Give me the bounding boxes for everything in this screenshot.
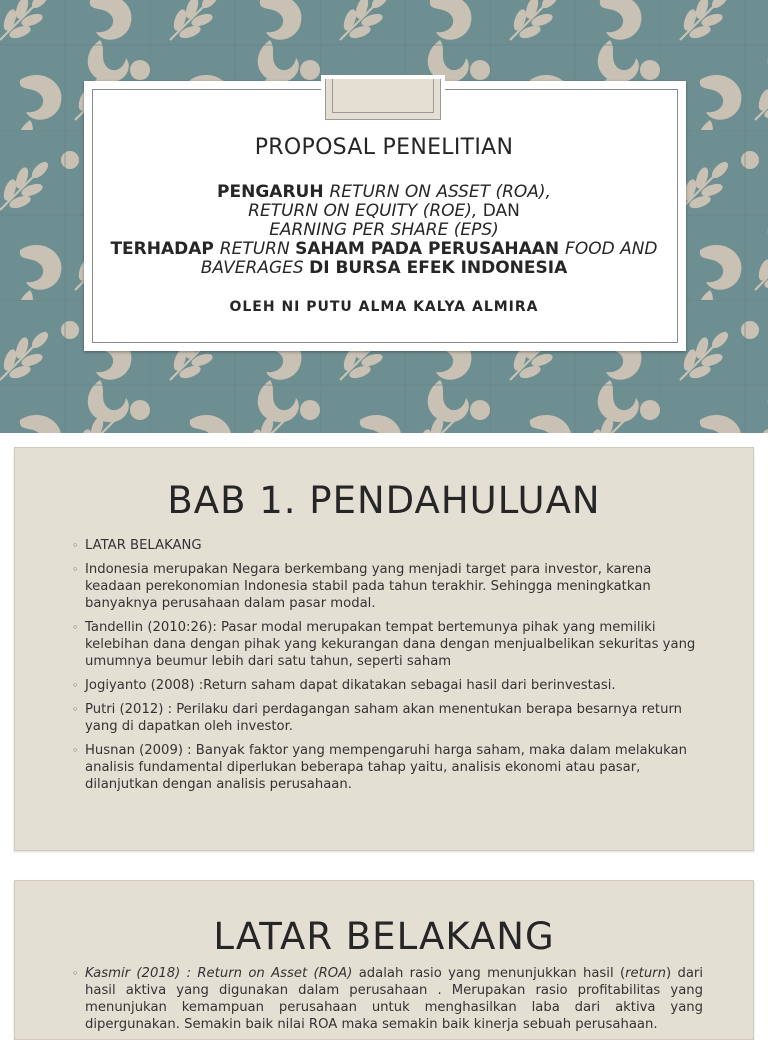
bullet-icon: ◦	[72, 744, 79, 757]
subtitle-line-5-rest: DI BURSA EFEK INDONESIA	[309, 258, 568, 278]
subtitle-line-2	[0, 202, 768, 221]
bullet-icon: ◦	[72, 703, 79, 716]
list-item	[73, 742, 703, 793]
list-item-text: LATAR BELAKANG	[85, 538, 202, 553]
bullet-list	[73, 537, 703, 800]
subtitle-line-1	[0, 183, 768, 202]
subtitle-line-2-rest: DAN	[482, 201, 520, 221]
subtitle-line-5-italic: BAVERAGES	[200, 258, 310, 278]
subtitle-line-1-italic: RETURN ON ASSET (ROA),	[329, 182, 551, 202]
subtitle-line-1-bold: PENGARUH	[217, 182, 330, 202]
title-heading: PROPOSAL PENELITIAN	[254, 135, 514, 160]
list-item-text-b: ) dari hasil aktiva yang digunakan dalam perusahaan . Merupakan rasio profitabilitas yang menunjukan kemampuan perusahaan untuk menghasilkan laba dari aktiva yang dipergunakan. Semakin baik nilai ROA maka semakin baik kinerja sebuah perusahaan.	[85, 966, 703, 1032]
subtitle-line-4	[0, 240, 768, 259]
list-item-text: Putri (2012) : Perilaku dari perdagangan saham akan menentukan berapa besarnya return yang di dapatkan oleh investor.	[85, 702, 682, 734]
list-item-text: Jogiyanto (2008) :Return saham dapat dikatakan sebagai hasil dari berinvestasi.	[85, 678, 616, 693]
title-slide	[0, 0, 768, 433]
subtitle-line-4-italic: RETURN	[219, 239, 296, 259]
slide-latar-belakang	[14, 880, 754, 1040]
list-item	[73, 537, 703, 554]
subtitle-line-4-rest: SAHAM PADA PERUSAHAAN	[295, 239, 566, 259]
list-item-citation: Kasmir (2018) : Return on Asset (ROA)	[85, 966, 353, 981]
title-card-tab	[325, 79, 441, 120]
title-subtitle	[0, 183, 768, 278]
list-item-italic-term: return	[625, 966, 666, 981]
bullet-icon: ◦	[72, 679, 79, 692]
subtitle-line-4-italic2: FOOD AND	[565, 239, 658, 259]
bullet-icon: ◦	[72, 967, 79, 980]
list-item-text: Indonesia merupakan Negara berkembang yang menjadi target para investor, karena keadaan perekonomian Indonesia stabil pada tahun terakhir. Sehingga meningkatkan banyaknya perusahaan dalam pasar modal.	[85, 562, 652, 611]
list-item	[73, 965, 703, 1033]
slide-pendahuluan	[14, 447, 754, 851]
list-item-text: Husnan (2009) : Banyak faktor yang mempengaruhi harga saham, maka dalam melakukan analisis fundamental diperlukan beberapa tahap yaitu, analisis ekonomi atau pasar, dilanjutkan dengan analisis perusahaan.	[85, 743, 688, 792]
bullet-icon: ◦	[72, 563, 79, 576]
title-author: OLEH NI PUTU ALMA KALYA ALMIRA	[229, 299, 539, 315]
list-item	[73, 701, 703, 735]
subtitle-line-3-italic: EARNING PER SHARE (EPS)	[269, 220, 499, 240]
bullet-icon: ◦	[72, 539, 79, 552]
list-item	[73, 619, 703, 670]
list-item-text-a: adalah rasio yang menunjukkan hasil (	[352, 966, 626, 981]
slide-title: BAB 1. PENDAHULUAN	[167, 479, 601, 522]
list-item	[73, 561, 703, 612]
list-item-text: Tandellin (2010:26): Pasar modal merupakan tempat bertemunya pihak yang memiliki kelebihan dana dengan pihak yang kekurangan dana dengan menjualbelikan sekuritas yang umumnya beumur lebih dari satu tahun, seperti saham	[85, 620, 696, 669]
list-item	[73, 677, 703, 694]
subtitle-line-2-italic: RETURN ON EQUITY (ROE),	[248, 201, 483, 221]
subtitle-line-4-bold: TERHADAP	[110, 239, 220, 259]
subtitle-line-5	[0, 259, 768, 278]
bullet-icon: ◦	[72, 621, 79, 634]
bullet-list	[73, 965, 703, 1040]
slide-title: LATAR BELAKANG	[213, 915, 555, 958]
subtitle-line-3	[0, 221, 768, 240]
